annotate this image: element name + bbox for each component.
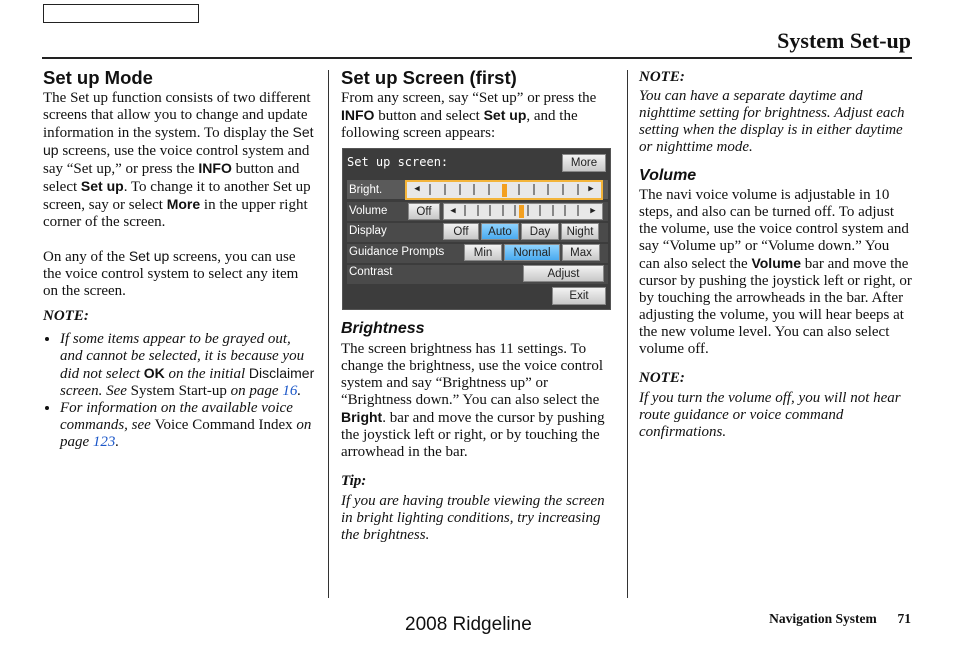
slider-tick	[489, 205, 491, 216]
text-run: System Start-up	[130, 383, 227, 399]
text-run: button and select	[43, 161, 300, 195]
column-divider-2	[627, 70, 628, 598]
guidance-option-normal[interactable]: Normal	[504, 244, 560, 261]
text-run: INFO	[341, 107, 375, 123]
text-run: Set up	[128, 248, 170, 264]
slider-tick	[547, 184, 549, 195]
volume-ticks	[464, 205, 579, 216]
note-text-brightness: You can have a separate daytime and nighttime setting for brightness. Adjust each setting when the display is in either daytime or nighttime mode.	[639, 88, 905, 155]
footer-section: Navigation System	[769, 611, 877, 626]
subheading-brightness: Brightness	[341, 320, 425, 337]
text-run: INFO	[198, 160, 232, 176]
column-notes-volume	[639, 69, 912, 441]
text-run: Volume	[751, 255, 801, 271]
note-bullet-grayed-items	[60, 331, 317, 400]
note-text-volume: If you turn the volume off, you will not hear route guidance or voice command confirmations.	[639, 390, 901, 440]
text-run: on page	[226, 383, 283, 399]
text-run: Set up	[483, 107, 527, 123]
volume-label: Volume	[349, 205, 388, 217]
text-run: For information on the available voice commands, see	[60, 400, 293, 433]
note-label-volume: NOTE:	[639, 370, 685, 386]
set-up-screen-intro	[341, 90, 617, 142]
volume-left-arrow-icon[interactable]: ◀	[450, 206, 456, 216]
text-run: On any of the	[43, 249, 129, 265]
text-run: screens, use the voice control system and say “Set up,” or press the	[43, 143, 310, 177]
slider-tick	[444, 184, 446, 195]
text-run: The screen brightness has 11 settings. To change the brightness, use the voice control system and say “Brightness up” or “Brightness down.” You can also select the	[341, 341, 604, 408]
brightness-slider[interactable]	[405, 180, 603, 200]
slider-tick	[473, 184, 475, 195]
slider-tick	[577, 205, 579, 216]
note-bullet-list	[43, 331, 317, 451]
slider-tick	[488, 184, 490, 195]
text-run: . bar and move the cursor by pushing the joystick left or right, or by touching the arrowhead in the bar.	[341, 410, 605, 460]
brightness-paragraph	[341, 341, 617, 461]
slider-tick	[518, 184, 520, 195]
footer-section-page	[769, 611, 911, 627]
note-label: NOTE:	[43, 308, 89, 324]
page-link[interactable]: 16	[282, 383, 298, 399]
exit-button[interactable]: Exit	[552, 287, 606, 305]
subheading-volume: Volume	[639, 167, 697, 184]
section-heading-set-up-screen: Set up Screen (first)	[341, 67, 517, 88]
screen-title: Set up screen:	[347, 155, 449, 169]
display-option-day[interactable]: Day	[521, 223, 559, 240]
adjust-button[interactable]: Adjust	[523, 265, 604, 282]
column-divider-1	[328, 70, 329, 598]
slider-tick	[429, 184, 431, 195]
page-title: System Set-up	[777, 28, 911, 53]
volume-off-button[interactable]: Off	[408, 203, 440, 220]
text-run: screens, you can use the voice control system to select any item on the screen.	[43, 249, 299, 299]
header-rule	[42, 57, 912, 59]
slider-tick	[552, 205, 554, 216]
text-run: OK	[143, 365, 165, 381]
slider-tick	[459, 184, 461, 195]
slider-tick	[464, 205, 466, 216]
slider-tick	[514, 205, 516, 216]
text-run: Set up	[80, 178, 124, 194]
slider-tick	[577, 184, 579, 195]
slider-tick	[562, 184, 564, 195]
set-up-mode-paragraph-2	[43, 248, 317, 300]
slider-tick	[533, 184, 535, 195]
guidance-option-max[interactable]: Max	[562, 244, 600, 261]
text-run: Voice Command Index	[154, 417, 293, 433]
text-run: Bright	[341, 409, 383, 425]
text-run: on the initial	[164, 366, 249, 382]
page-number: 71	[897, 611, 911, 626]
slider-tick	[527, 205, 529, 216]
column-set-up-screen	[341, 67, 617, 142]
set-up-screen-image	[342, 148, 611, 310]
slider-tick	[539, 205, 541, 216]
brightness-section	[341, 319, 617, 544]
bright-right-arrow-icon[interactable]: ▶	[588, 184, 594, 194]
text-run: bar and move the cursor by pushing the joystick left or right, or by touching the arrowheads in the bar. After adjusting the volume, you will hear beeps at the new volume level. You can also select volume off.	[639, 256, 912, 357]
volume-slider[interactable]	[443, 203, 603, 220]
volume-right-arrow-icon[interactable]: ▶	[590, 206, 596, 216]
slider-cursor[interactable]	[519, 205, 524, 218]
text-run: .	[115, 434, 120, 450]
bright-ticks	[429, 184, 579, 195]
slider-tick	[477, 205, 479, 216]
text-run: .	[297, 383, 302, 399]
text-run: , and the following screen appears:	[341, 108, 578, 141]
text-run: More	[166, 196, 201, 212]
text-run: . To change it to another Set up screen, say or select	[43, 179, 311, 213]
bright-label: Bright.	[349, 184, 383, 196]
text-run: button and select	[374, 108, 484, 124]
note-bullet-voice-commands	[60, 400, 317, 451]
slider-cursor[interactable]	[502, 184, 507, 197]
note-label-brightness: NOTE:	[639, 69, 685, 85]
guidance-prompts-label: Guidance Prompts	[349, 246, 445, 258]
text-run: If some items appear to be grayed out, and cannot be selected, it is because you did not select	[60, 331, 305, 382]
guidance-option-min[interactable]: Min	[464, 244, 502, 261]
slider-tick	[502, 205, 504, 216]
tip-label: Tip:	[341, 473, 367, 489]
display-option-off[interactable]: Off	[443, 223, 479, 240]
more-button[interactable]: More	[562, 154, 606, 172]
header-box	[43, 4, 199, 23]
text-run: Disclaimer	[248, 365, 315, 381]
volume-paragraph	[639, 187, 912, 358]
text-run: From any screen, say “Set up” or press the	[341, 90, 597, 106]
page-link[interactable]: 123	[92, 434, 116, 450]
text-run: The navi voice volume is adjustable in 10 steps, and also can be turned off. To adjust the volume, use the voice control system and say “Volume up” or “Volume down.” You can also select the	[639, 187, 909, 272]
text-run: on page	[60, 417, 312, 450]
section-heading-set-up-mode: Set up Mode	[43, 67, 153, 88]
text-run: in the upper right corner of the screen.	[43, 197, 308, 230]
display-label: Display	[349, 225, 387, 237]
text-run: Set up	[43, 124, 314, 158]
set-up-mode-paragraph-1	[43, 90, 317, 231]
tip-text: If you are having trouble viewing the screen in bright lighting conditions, try increasing the brightness.	[341, 493, 605, 543]
display-option-auto[interactable]: Auto	[481, 223, 519, 240]
display-option-night[interactable]: Night	[561, 223, 599, 240]
contrast-label: Contrast	[349, 266, 393, 278]
text-run: The Set up function consists of two different screens that allow you to change and update information in the system. To display the	[43, 90, 311, 141]
column-set-up-mode	[43, 67, 317, 451]
bright-left-arrow-icon[interactable]: ◀	[414, 184, 420, 194]
slider-tick	[564, 205, 566, 216]
footer-model: 2008 Ridgeline	[405, 614, 532, 635]
text-run: screen. See	[60, 383, 131, 399]
